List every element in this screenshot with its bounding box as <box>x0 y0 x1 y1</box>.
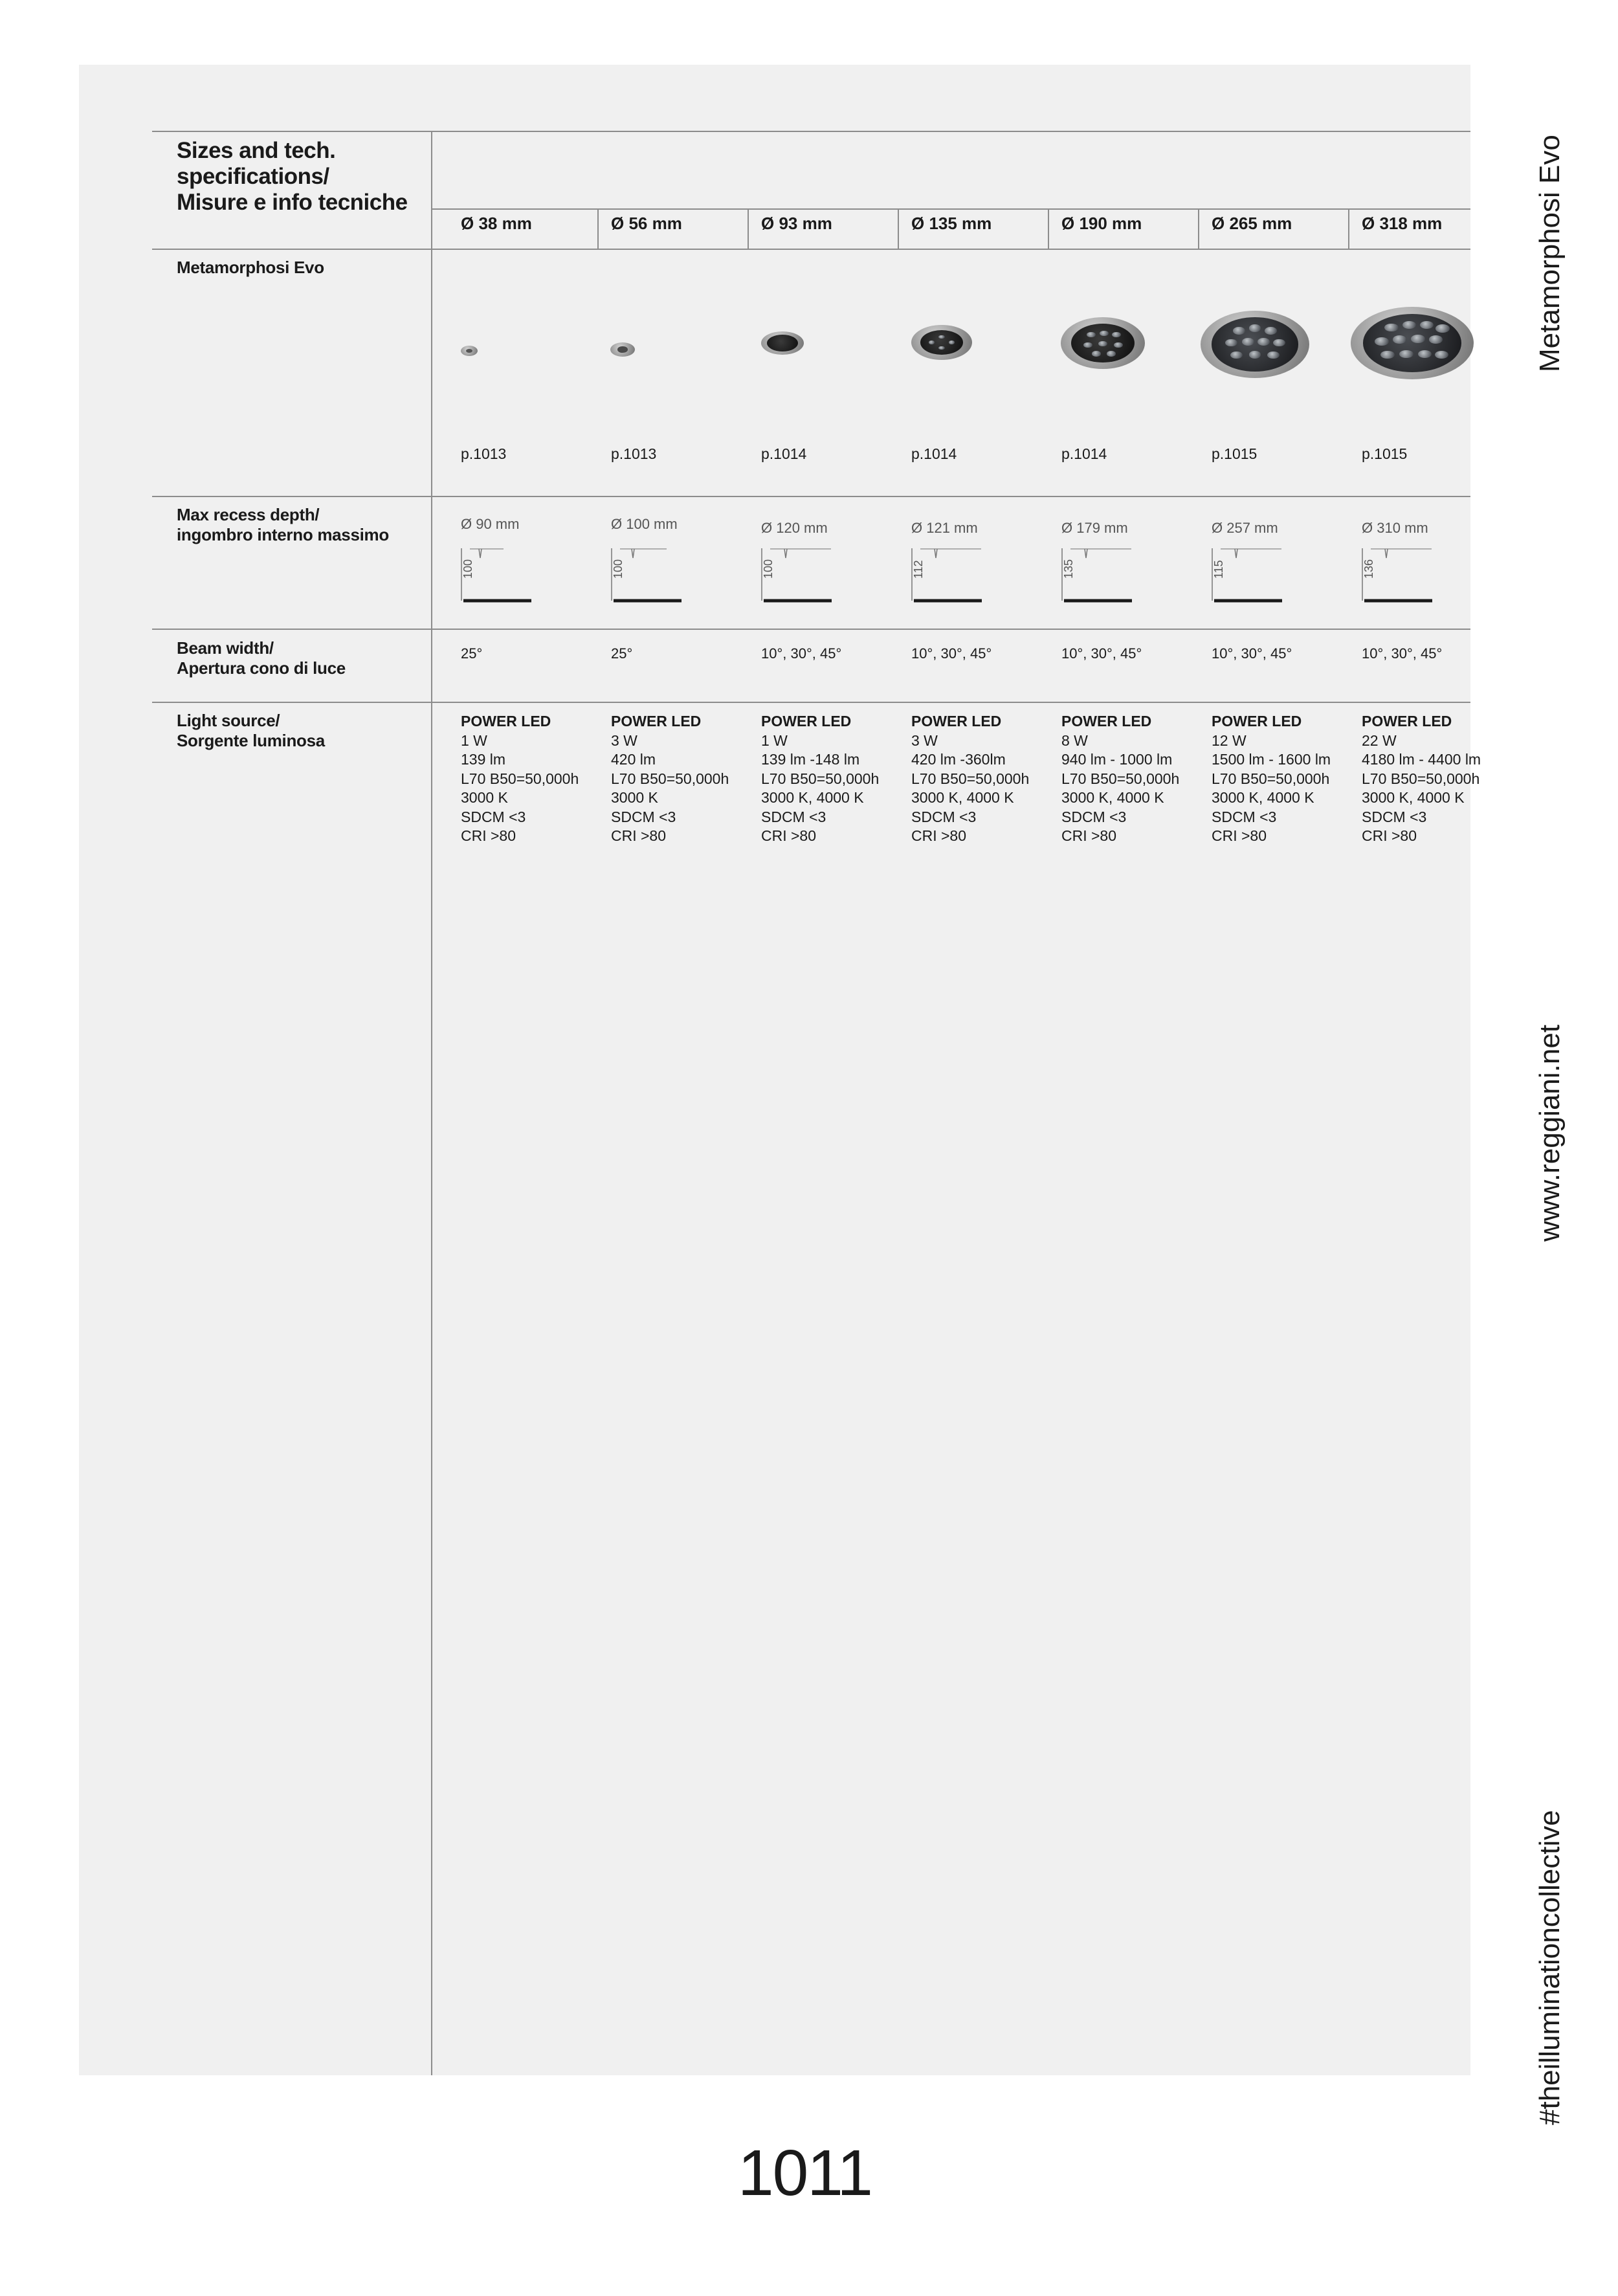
light-source-190 <box>1061 712 1201 846</box>
spec-power: 12 W <box>1212 731 1247 749</box>
page-ref-190: p.1014 <box>1061 445 1107 462</box>
recess-diagram-135 <box>909 539 986 603</box>
recess-diagram-38 <box>458 539 536 603</box>
spec-lifetime: L70 B50=50,000h <box>761 770 880 787</box>
spec-lifetime: L70 B50=50,000h <box>1061 770 1180 787</box>
spec-sdcm: SDCM <3 <box>1212 808 1277 825</box>
product-image-135 <box>911 325 972 360</box>
spec-cri: CRI >80 <box>1362 827 1417 844</box>
side-hashtag: #theilluminationcollective <box>1534 1810 1566 2125</box>
spec-cct: 3000 K <box>461 789 508 806</box>
spec-lumen: 1500 lm - 1600 lm <box>1212 751 1331 768</box>
column-header-318: Ø 318 mm <box>1362 214 1443 233</box>
spec-cri: CRI >80 <box>1061 827 1117 844</box>
recess-depth-56: 100 <box>612 559 625 579</box>
side-product-name: Metamorphosi Evo <box>1534 135 1566 372</box>
column-header-56: Ø 56 mm <box>611 214 682 233</box>
light-source-38 <box>461 712 600 846</box>
spec-power: 1 W <box>761 731 788 749</box>
column-header-190: Ø 190 mm <box>1061 214 1142 233</box>
recess-diameter-56: Ø 100 mm <box>611 516 678 532</box>
recess-diameter-38: Ø 90 mm <box>461 516 520 532</box>
column-header-93: Ø 93 mm <box>761 214 832 233</box>
spec-type: POWER LED <box>461 713 551 730</box>
rule-products-bottom <box>152 496 1470 497</box>
beam-width-56: 25° <box>611 645 633 662</box>
rule-col-5 <box>1198 208 1199 249</box>
title-line-3: Misure e info tecniche <box>177 190 408 215</box>
recess-depth-38: 100 <box>461 559 474 579</box>
spec-lumen: 139 lm <box>461 751 506 768</box>
beam-label-line-2: Apertura cono di luce <box>177 658 346 678</box>
spec-cri: CRI >80 <box>1212 827 1267 844</box>
beam-width-318: 10°, 30°, 45° <box>1362 645 1443 662</box>
rule-top <box>152 131 1470 132</box>
recess-diagram-56 <box>608 539 686 603</box>
recess-depth-318: 136 <box>1362 559 1375 579</box>
title-line-1: Sizes and tech. <box>177 138 336 163</box>
product-image-56 <box>610 342 635 357</box>
product-image-265 <box>1201 311 1309 378</box>
recess-depth-135: 112 <box>912 560 925 579</box>
light-source-56 <box>611 712 750 846</box>
column-header-135: Ø 135 mm <box>911 214 992 233</box>
beam-width-93: 10°, 30°, 45° <box>761 645 842 662</box>
rule-col-4 <box>1048 208 1049 249</box>
spec-type: POWER LED <box>1362 713 1452 730</box>
rule-recess-bottom <box>152 629 1470 630</box>
product-image-93 <box>761 331 804 355</box>
spec-sdcm: SDCM <3 <box>1061 808 1127 825</box>
spec-lumen: 420 lm <box>611 751 656 768</box>
recess-depth-190: 135 <box>1062 559 1075 579</box>
side-website-link[interactable]: www.reggiani.net <box>1534 1024 1566 1242</box>
spec-sdcm: SDCM <3 <box>611 808 676 825</box>
spec-lifetime: L70 B50=50,000h <box>1362 770 1480 787</box>
spec-sdcm: SDCM <3 <box>1362 808 1427 825</box>
recess-depth-93: 100 <box>762 559 775 579</box>
spec-sdcm: SDCM <3 <box>461 808 526 825</box>
beam-width-190: 10°, 30°, 45° <box>1061 645 1142 662</box>
column-header-265: Ø 265 mm <box>1212 214 1292 233</box>
spec-cct: 3000 K, 4000 K <box>1212 789 1314 806</box>
recess-diameter-265: Ø 257 mm <box>1212 520 1278 536</box>
spec-lumen: 940 lm - 1000 lm <box>1061 751 1173 768</box>
row-label-recess <box>177 505 423 545</box>
beam-width-135: 10°, 30°, 45° <box>911 645 992 662</box>
page-ref-135: p.1014 <box>911 445 957 462</box>
row-label-beam <box>177 638 423 678</box>
page-ref-265: p.1015 <box>1212 445 1258 462</box>
spec-type: POWER LED <box>611 713 702 730</box>
spec-cct: 3000 K, 4000 K <box>1362 789 1465 806</box>
section-title <box>177 138 423 216</box>
product-image-38 <box>461 346 478 356</box>
beam-label-line-1: Beam width/ <box>177 638 274 658</box>
rule-col-2 <box>748 208 749 249</box>
spec-cct: 3000 K, 4000 K <box>911 789 1014 806</box>
recess-diameter-135: Ø 121 mm <box>911 520 978 536</box>
spec-type: POWER LED <box>1212 713 1302 730</box>
recess-diameter-93: Ø 120 mm <box>761 520 828 536</box>
spec-lifetime: L70 B50=50,000h <box>1212 770 1330 787</box>
light-source-265 <box>1212 712 1351 846</box>
spec-lifetime: L70 B50=50,000h <box>461 770 579 787</box>
recess-diameter-318: Ø 310 mm <box>1362 520 1428 536</box>
light-source-318 <box>1362 712 1501 846</box>
page-ref-38: p.1013 <box>461 445 507 462</box>
recess-label-line-2: ingombro interno massimo <box>177 525 389 544</box>
source-label-line-1: Light source/ <box>177 711 280 730</box>
recess-diameter-190: Ø 179 mm <box>1061 520 1128 536</box>
spec-cri: CRI >80 <box>611 827 667 844</box>
recess-diagram-318 <box>1359 539 1437 603</box>
row-label-source <box>177 711 423 751</box>
rule-col-3 <box>898 208 899 249</box>
spec-lifetime: L70 B50=50,000h <box>611 770 729 787</box>
light-source-93 <box>761 712 900 846</box>
page-ref-318: p.1015 <box>1362 445 1408 462</box>
spec-lumen: 4180 lm - 4400 lm <box>1362 751 1481 768</box>
spec-lumen: 139 lm -148 lm <box>761 751 860 768</box>
spec-power: 3 W <box>611 731 637 749</box>
spec-type: POWER LED <box>761 713 852 730</box>
product-image-318 <box>1351 307 1474 379</box>
recess-diagram-265 <box>1209 539 1287 603</box>
rule-col-6 <box>1348 208 1349 249</box>
recess-diagram-190 <box>1059 539 1136 603</box>
light-source-135 <box>911 712 1050 846</box>
title-line-2: specifications/ <box>177 164 329 189</box>
product-image-190 <box>1061 317 1145 369</box>
spec-cri: CRI >80 <box>761 827 817 844</box>
spec-lumen: 420 lm -360lm <box>911 751 1006 768</box>
spec-cri: CRI >80 <box>911 827 967 844</box>
spec-cri: CRI >80 <box>461 827 516 844</box>
spec-power: 1 W <box>461 731 487 749</box>
spec-cct: 3000 K, 4000 K <box>761 789 864 806</box>
beam-width-265: 10°, 30°, 45° <box>1212 645 1292 662</box>
rule-colheads-top <box>432 208 1470 210</box>
spec-sdcm: SDCM <3 <box>761 808 826 825</box>
rule-colheads-bottom <box>152 249 1470 250</box>
spec-power: 3 W <box>911 731 938 749</box>
rule-col-1 <box>597 208 599 249</box>
recess-diagram-93 <box>759 539 836 603</box>
spec-power: 22 W <box>1362 731 1397 749</box>
source-label-line-2: Sorgente luminosa <box>177 731 325 750</box>
rule-beam-bottom <box>152 702 1470 703</box>
beam-width-38: 25° <box>461 645 483 662</box>
row-label-product: Metamorphosi Evo <box>177 258 324 277</box>
spec-sdcm: SDCM <3 <box>911 808 977 825</box>
recess-label-line-1: Max recess depth/ <box>177 505 320 524</box>
spec-cct: 3000 K, 4000 K <box>1061 789 1164 806</box>
page-ref-93: p.1014 <box>761 445 807 462</box>
spec-type: POWER LED <box>911 713 1002 730</box>
spec-cct: 3000 K <box>611 789 658 806</box>
rule-label-column <box>431 131 432 2075</box>
page-number: 1011 <box>738 2137 872 2209</box>
spec-type: POWER LED <box>1061 713 1152 730</box>
spec-lifetime: L70 B50=50,000h <box>911 770 1030 787</box>
column-header-38: Ø 38 mm <box>461 214 532 233</box>
recess-depth-265: 115 <box>1212 560 1225 579</box>
page-ref-56: p.1013 <box>611 445 657 462</box>
spec-power: 8 W <box>1061 731 1088 749</box>
